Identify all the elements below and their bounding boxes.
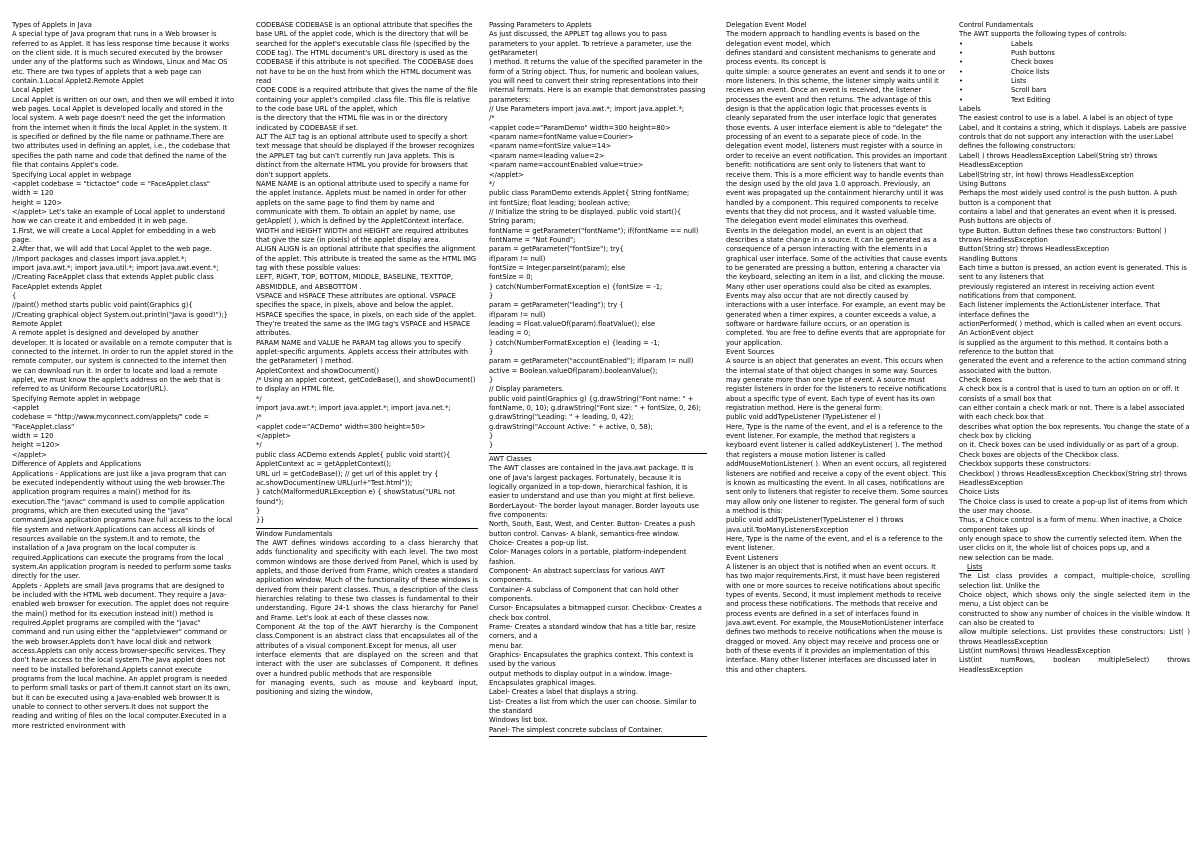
bullet-item	[959, 49, 1190, 58]
paragraph: }}	[256, 516, 265, 525]
paragraph: height =120>	[12, 441, 60, 450]
window-fundamentals-section	[256, 538, 481, 698]
paragraph: NAME NAME is an optional attribute used to specify a name for the applet instance. Applets must be named in order for other applets on the same page to find them by name and communicate with them. To obtain an applet by name, use getApplet( ), which is defined by the AppletContext interface.	[256, 179, 472, 226]
bullet-item	[959, 96, 1190, 105]
paragraph: public void addTypeListener (TypeListener el )	[726, 413, 881, 422]
code-line: <applet code="ParamDemo" width=300 height=80>	[489, 123, 671, 132]
code-line: <param name=accountEnabled value=true>	[489, 161, 644, 170]
code-line: if(param != null)	[489, 310, 546, 319]
code-line: </applet>	[489, 170, 524, 179]
paragraph: 2.After that, we will add that Local Applet to the web page.	[12, 245, 212, 254]
paragraph: constructed to show any number of choices in the visible window. It can also be created to	[959, 609, 1193, 627]
code-line: public class ParamDemo extends Applet{ String fontName;	[489, 189, 690, 198]
paragraph: Color- Manages colors in a portable, platform-independent fashion.	[489, 548, 689, 566]
paragraph: ac.showDocument(new URL(url+"Test.html"));	[256, 478, 413, 487]
code-line: } catch(NumberFormatException e) {fontSize = -1;	[489, 282, 663, 291]
code-line: param = getParameter("accountEnabled"); if(param != null)	[489, 357, 694, 366]
paragraph: The modern approach to handling events is based on the delegation event model, which	[726, 30, 922, 48]
code-line: } catch(NumberFormatException e) {leading = -1;	[489, 338, 660, 347]
paragraph: Label- Creates a label that displays a string.	[489, 688, 638, 697]
paragraph: type Button. Button defines these two constructors: Button( ) throws HeadlessException	[959, 226, 1169, 244]
bullet-marker: •	[959, 86, 963, 95]
code-line: }	[489, 432, 494, 441]
paragraph: Container- A subclass of Component that can hold other components.	[489, 585, 681, 603]
code-line: String param;	[489, 217, 536, 226]
paragraph: Graphics- Encapsulates the graphics context. This context is used by the various	[489, 651, 696, 669]
paragraph: Checkbox supports these constructors:	[959, 460, 1091, 469]
paragraph: previously registered an interest in receiving action event notifications from that component.	[959, 282, 1157, 300]
paragraph: Labels	[959, 105, 981, 114]
paragraph: Local Applet is written on our own, and then we will embed it into web pages. Local Applet is developed locally and stored in the local system. A web page doesn't need the get the information from the internet when it finds the local Applet in the system. It is specified or defined by the file name or pathname.There are two attributes used in defining an applet, i.e., the codebase that specifies the path name and code that defined the name of the file that contains Applet's code.	[12, 95, 237, 170]
paragraph: Component- An abstract superclass for various AWT components.	[489, 566, 668, 585]
paragraph: Frame- Creates a standard window that has a title bar, resize corners, and a	[489, 623, 698, 641]
paragraph: </applet> Let's take an example of Local applet to understand how we can create it and embedded it in web page.	[12, 207, 228, 226]
bullet-marker: •	[959, 39, 963, 48]
code-line: fontName = getParameter("fontName"); if(fontName == null)	[489, 226, 699, 235]
code-line: // Initialize the string to be displayed. public void start(){	[489, 207, 682, 216]
paragraph: List(int numRows) throws HeadlessException	[959, 647, 1111, 656]
paragraph: Checkbox( ) throws HeadlessException Checkbox(String str) throws HeadlessException	[959, 469, 1189, 487]
paragraph: Remote Applet	[12, 320, 63, 328]
column-delegation-event-model	[726, 21, 951, 843]
paragraph: Choice Lists	[959, 488, 1000, 497]
paragraph: Handling Buttons	[959, 254, 1018, 263]
code-line: fontSize = Integer.parseInt(param); else	[489, 263, 626, 272]
paragraph: new selection can be made.	[959, 553, 1054, 562]
paragraph: //paint() method starts public void paint(Graphics g){	[12, 301, 193, 310]
paragraph: 1.First, we will create a Local Applet for embedding in a web page.	[12, 226, 218, 244]
paragraph: Specifying Local applet in webpage	[12, 170, 132, 179]
paragraph: interface elements that are displayed on the screen and that interact with the user are subclasses of Component. It defines over a hundred public methods that are responsible	[256, 651, 481, 678]
passing-parameters-section	[489, 21, 707, 451]
bullet-item	[959, 77, 1190, 86]
paragraph: Label(String str, int how) throws HeadlessException	[959, 170, 1134, 179]
paragraph: </applet>	[12, 450, 47, 459]
paragraph: menu bar.	[489, 641, 524, 650]
code-line: g.drawString("Leading: " + leading, 0, 42);	[489, 413, 634, 422]
controls-bullet-list	[959, 40, 1190, 105]
paragraph: ALT The ALT tag is an optional attribute used to specify a short text message that should be displayed if the browser recognizes the APPLET tag but can't currently run Java applets. This is distinct from the alternate HTML you provide for browsers that don't support applets.	[256, 133, 477, 179]
bullet-marker: •	[959, 95, 963, 104]
paragraph: output methods to display output in a window. Image- Encapsulates graphical images.	[489, 669, 675, 688]
paragraph: /*	[256, 413, 262, 422]
code-line: Passing Parameters to Applets	[489, 21, 592, 29]
paragraph: contains a label and that generates an event when it is pressed.	[959, 207, 1177, 216]
paragraph: Button(String str) throws HeadlessException	[959, 245, 1110, 254]
paragraph: codebase = "http://www.myconnect.com/applets/" code = "FaceApplet.class"	[12, 413, 212, 431]
paragraph: Choice object, which shows only the single selected item in the menu, a List object can be	[959, 590, 1193, 609]
awt-classes-heading: AWT Classes	[489, 454, 532, 463]
paragraph: generated the event and a reference to the action command string associated with the button.	[959, 357, 1189, 375]
paragraph: WIDTH and HEIGHT WIDTH and HEIGHT are required attributes that give the size (in pixels) of the applet display area.	[256, 226, 471, 244]
code-line: fontName = "Not Found";	[489, 235, 576, 244]
bullet-label: Lists	[1011, 77, 1027, 86]
paragraph: BorderLayout- The border layout manager. Border layouts use five components:	[489, 501, 702, 519]
paragraph: CODE CODE is a required attribute that gives the name of the file containing your applet's compiled .class file. This file is relative to the code base URL of the applet, which	[256, 86, 480, 114]
paragraph: The easiest control to use is a label. A label is an object of type Label, and it contains a string, which it displays. Labels are passive controls that do not support any interaction with the user.Label defines the following constructors:	[959, 114, 1189, 151]
paragraph: Panel- The simplest concrete subclass of Container.	[489, 725, 663, 734]
code-line: ) method. It returns the value of the specified parameter in the form of a String object. Thus, for numeric and boolean values, you will need to convert their string representations into their internal formats. Here is an example that demonstrates passing parameters:	[489, 58, 708, 104]
code-line: active = Boolean.valueOf(param).booleanValue();	[489, 366, 658, 375]
bullet-label: Scroll bars	[1011, 86, 1047, 95]
code-line: }	[489, 376, 494, 385]
paragraph: Check Boxes	[959, 376, 1002, 385]
paragraph: */	[256, 441, 262, 450]
paragraph: ALIGN ALIGN is an optional attribute that specifies the alignment of the applet. This attribute is treated the same as the HTML IMG tag with these possible values:	[256, 245, 479, 272]
paragraph: public void addTypeListener(TypeListener el ) throws java.util.TooManyListenersException	[726, 516, 906, 534]
column-applet-attributes	[256, 21, 481, 843]
paragraph: List(int numRows, boolean multipleSelect) throws HeadlessException	[959, 656, 1193, 674]
code-line: // Display parameters.	[489, 385, 565, 394]
paragraph: Cursor- Encapsulates a bitmapped cursor. Checkbox- Creates a check box control.	[489, 604, 705, 622]
paragraph: List- Creates a list from which the user can choose. Similar to the standard	[489, 697, 699, 716]
paragraph: A listener is an object that is notified when an event occurs. It has two major requirements.First, it must have been registered with one or more sources to receive notifications about specific types of events. Second, it must implement methods to receive and process these notifications. The methods that receive and process events are defined in a set of interfaces found in java.awt.event. For example, the MouseMotionListener interface defines two methods to receive notifications when the mouse is dragged or moved. Any object may receive and process one or both of these events if it provides an implementation of this interface. Many other listener interfaces are discussed later in this and other chapters.	[726, 562, 946, 674]
paragraph: Here, Type is the name of the event, and el is a reference to the event listener.	[726, 534, 945, 553]
paragraph: import java.awt.*; import java.util.*; import java.awt.event.*;	[12, 263, 219, 272]
code-line: param = getParameter("leading"); try {	[489, 301, 624, 310]
code-line: leading = Float.valueOf(param).floatValue(); else	[489, 320, 656, 328]
column-passing-parameters	[489, 21, 707, 843]
paragraph: public class ACDemo extends Applet{ public void start(){	[256, 450, 451, 459]
paragraph: A check box is a control that is used to turn an option on or off. It consists of a small box that	[959, 385, 1182, 403]
column-control-fundamentals	[959, 21, 1193, 843]
paragraph: for managing events, such as mouse and keyboard input, positioning and sizing the window,	[256, 679, 481, 697]
bullet-item	[959, 86, 1190, 95]
paragraph: The AWT defines windows according to a class hierarchy that adds functionality and specificity with each level. The two most common windows are those derived from Panel, which is used by applets, and those derived from Frame, which creates a standard application window. Much of the functionality of these windows is derived from their parent classes. Thus, a description of the class hierarchies relating to these two classes is fundamental to their understanding. Figure 24-1 shows the class hierarchy for Panel and Frame. Let's look at each of these classes now.	[256, 538, 481, 622]
paragraph: Specifying Remote applet in webpage	[12, 394, 140, 403]
applet-attributes-section	[256, 21, 478, 526]
paragraph: import java.awt.*; import java.applet.*; import java.net.*;	[256, 404, 451, 413]
paragraph: describes what option the box represents. You change the state of a check box by clicking	[959, 422, 1192, 441]
paragraph: Applets - Applets are small Java programs that are designed to be included with the HTML web document. They require a Java- enabled web browser for execution. The applet does not require the main() method for its execution instead init() method is required.Applet programs are compiled with the "javac" command and run using either the "appletviewer" command or the web browser.Applets don't have local disk and network access.Applets can only access browser-specific services. They don't have access to the local system.The Java applet does not need to be installed beforehand.Applets cannot execute programs from the local machine. An applet program is needed to perform small tasks or part of them.It cannot start on its own, but it can be executed using a Java-enabled web browser.It is unable to connect to other servers.It does not support the reading and writing of files on the local computer.Executed in a more restricted environment with	[12, 581, 233, 730]
paragraph: CODEBASE CODEBASE is an optional attribute that specifies the base URL of the applet code, which is the directory that will be searched for the applet's executable class file (specified by the CODE tag). The HTML document's URL directory is used as the CODEBASE if this attribute is not specified. The CODEBASE does not have to be on the host from which the HTML document was read	[256, 21, 476, 86]
paragraph: } catch(MalformedURLException e) { showStatus("URL not found");	[256, 488, 458, 506]
paragraph: Types of Applets in Java	[12, 21, 92, 29]
paragraph: allow multiple selections. List provides these constructors: List( ) throws HeadlessException	[959, 628, 1193, 646]
paragraph: }	[256, 506, 261, 515]
paragraph: North, South, East, West, and Center. Button- Creates a push button control. Canvas- A blank, semantics-free window.	[489, 520, 698, 538]
paragraph: VSPACE and HSPACE These attributes are optional. VSPACE specifies the space, in pixels, above and below the applet. HSPACE specifies the space, in pixels, on each side of the applet. They're treated the same as the IMG tag's VSPACE and HSPACE attributes.	[256, 291, 479, 338]
code-line: }	[489, 441, 494, 450]
bullet-label: Choice lists	[1011, 67, 1050, 76]
code-line: */	[489, 179, 495, 188]
code-line: fontSize = 0;	[489, 273, 533, 282]
paragraph: {	[12, 291, 17, 300]
paragraph: defines standard and consistent mechanisms to generate and process events. Its concept is	[726, 49, 938, 67]
bullet-marker: •	[959, 49, 963, 58]
paragraph: width = 120	[12, 432, 54, 441]
paragraph: Events In the delegation model, an event is an object that describes a state change in a source. It can be generated as a consequence of a person interacting with the elements in a graphical user interface. Some of the activities that cause events to be generated are pressing a button, entering a character via the keyboard, selecting an item in a list, and clicking the mouse. Many other user operations could also be cited as examples. Events may also occur that are not directly caused by interactions with a user interface. For example, an event may be generated when a timer expires, a counter exceeds a value, a software or hardware failure occurs, or an operation is completed. You are free to define events that are appropriate for your application.	[726, 226, 950, 347]
lists-section	[959, 572, 1193, 675]
paragraph: quite simple: a source generates an event and sends it to one or more listeners. In this scheme, the listener simply waits until it receives an event. Once an event is received, the listener processes the event and then returns. The advantage of this design is that the application logic that processes events is cleanly separated from the user interface logic that generates those events. A user interface element is able to "delegate" the processing of an event to a separate piece of code. In the delegation event model, listeners must register with a source in order to receive an event notification. This provides an important benefit: notifications are sent only to listeners that want to receive them. This is a more efficient way to handle events than the design used by the old Java 1.0 approach. Previously, an event was propagated up the containment hierarchy until it was handled by a component. This required components to receive events that they did not process, and it wasted valuable time. The delegation event model eliminates this overhead.	[726, 67, 950, 226]
paragraph: Applications - Applications are just like a Java program that can be executed independently without using the web browser.The application program requires a main() method for its execution.The "javac" command is used to compile application programs, which are then executed using the "java" command.Java application programs have full access to the local file system and network.Applications can access all kinds of resources available on the system.It and to remote, the installation of a Java program on the local computer is required.Applications can execute the programs from the local system.An application program is needed to perform some tasks directly for the user.	[12, 469, 235, 581]
paragraph: PARAM NAME and VALUE he PARAM tag allows you to specify applet-specific arguments. Applets access their attributes with the getParameter( ) method.	[256, 338, 471, 366]
paragraph: Push buttons are objects of	[959, 217, 1052, 226]
paragraph: Component At the top of the AWT hierarchy is the Component class.Component is an abstract class that encapsulates all of the attributes of a visual component.Except for menus, all user	[256, 623, 481, 650]
control-fundamentals-section	[959, 105, 1190, 563]
paragraph: only enough space to show the currently selected item. When the user clicks on it, the whole list of choices pops up, and a	[959, 534, 1184, 553]
section-divider	[489, 736, 707, 737]
code-line: public void paint(Graphics g) {g.drawString("Font name: " + fontName, 0, 10); g.drawString("Font size: " + fontSize, 0, 26);	[489, 394, 701, 413]
paragraph: //Import packages and classes import java.applet.*;	[12, 254, 187, 263]
code-line: <param name=leading value=2>	[489, 151, 605, 160]
paragraph: Here, Type is the name of the event, and el is a reference to the event listener. For example, the method that registers a keyboard event listener is called addKeyListener( ). The method that registers a mouse motion listener is called addMouseMotionListener( ). When an event occurs, all registered listeners are notified and receive a copy of the event object. This is known as multicasting the event. In all cases, notifications are sent only to listeners that register to receive them. Some sources may allow only one listener to register. The general form of such a method is this:	[726, 422, 951, 515]
paragraph: Each listener implements the ActionListener interface. That interface defines the	[959, 301, 1163, 319]
paragraph: Check boxes are objects of the Checkbox class.	[959, 450, 1120, 459]
paragraph: Each time a button is pressed, an action event is generated. This is sent to any listeners that	[959, 263, 1190, 282]
code-line: // Use Parameters import java.awt.*; import java.applet.*;	[489, 105, 685, 114]
paragraph: A source is an object that generates an event. This occurs when the internal state of that object changes in some way. Sources may generate more than one type of event. A source must register listeners in order for the listeners to receive notifications about a specific type of event. Each type of event has its own registration method. Here is the general form:	[726, 357, 949, 413]
paragraph: Delegation Event Model	[726, 21, 807, 29]
bullet-label: Push buttons	[1011, 49, 1055, 58]
paragraph: Event Sources	[726, 348, 775, 357]
window-fundamentals-heading: Window Fundamentals	[256, 529, 333, 538]
code-line: if(param != null)	[489, 254, 546, 263]
paragraph: is the directory that the HTML file was in or the directory indicated by CODEBASE if set.	[256, 114, 450, 132]
section-divider	[489, 453, 707, 454]
paragraph: Using Buttons	[959, 179, 1007, 188]
bullet-item	[959, 40, 1190, 49]
paragraph: AppletContext and showDocument()	[256, 366, 379, 375]
paragraph: height = 120>	[12, 198, 63, 207]
column-applet-types	[12, 21, 237, 843]
paragraph: <applet codebase = "tictactoe" code = "FaceApplet.class"	[12, 179, 210, 188]
code-line: param = getParameter("fontSize"); try{	[489, 245, 624, 254]
code-line: As just discussed, the APPLET tag allows you to pass parameters to your applet. To retrieve a parameter, use the getParameter(	[489, 30, 694, 58]
paragraph: <applet	[12, 404, 40, 413]
paragraph: Label( ) throws HeadlessException Label(String str) throws HeadlessException	[959, 151, 1160, 170]
code-line: <param name=fontSize value=14>	[489, 142, 612, 151]
paragraph: The List class provides a compact, multiple-choice, scrolling selection list. Unlike the	[959, 572, 1193, 590]
paragraph: width = 120	[12, 189, 54, 198]
paragraph: Perhaps the most widely used control is the push button. A push button is a component that	[959, 189, 1180, 207]
lists-heading: Lists	[967, 562, 983, 571]
paragraph: <applet code="ACDemo" width=300 height=50>	[256, 422, 426, 431]
paragraph: Windows list box.	[489, 716, 548, 725]
paragraph: on it. Check boxes can be used individually or as part of a group.	[959, 441, 1179, 450]
paragraph: Thus, a Choice control is a form of menu. When inactive, a Choice component takes up	[959, 516, 1185, 534]
paragraph: LEFT, RIGHT, TOP, BOTTOM, MIDDLE, BASELINE, TEXTTOP, ABSMIDDLE, and ABSBOTTOM .	[256, 273, 456, 291]
bullet-item	[959, 68, 1190, 77]
code-line: }	[489, 348, 494, 357]
code-line: leading = 0;	[489, 329, 531, 338]
paragraph: The AWT classes are contained in the java.awt package. It is one of Java's largest packages. Fortunately, because it is logically organized in a top-down, hierarchical fashion, it is easier to understand and use than you might at first believe.	[489, 464, 696, 501]
code-line: /*	[489, 114, 495, 123]
paragraph: The Choice class is used to create a pop-up list of items from which the user may choose.	[959, 497, 1190, 515]
paragraph: Choice- Creates a pop-up list.	[489, 538, 589, 547]
paragraph: </applet>	[256, 432, 291, 441]
paragraph: Event Listeners	[726, 553, 779, 562]
bullet-item	[959, 58, 1190, 67]
control-fundamentals-heading: Control Fundamentals	[959, 21, 1034, 29]
bullet-marker: •	[959, 58, 963, 67]
section-divider	[256, 528, 478, 529]
paragraph: Local Applet	[12, 86, 54, 95]
paragraph: //Creating graphical object System.out.println("Java is good!");}	[12, 310, 228, 319]
paragraph: A remote applet is designed and developed by another developer. It is located or available on a remote computer that is connected to the internet. In order to run the applet stored in the remote computer, our system is connected to the internet then we can download run it. In order to locate and load a remote applet, we must know the applet's address on the web that is referred to as Uniform Recourse Locator(URL).	[12, 329, 236, 394]
paragraph: */	[256, 394, 262, 403]
paragraph: AppletContext ac = getAppletContext();	[256, 460, 392, 469]
paragraph: can either contain a check mark or not. There is a label associated with each check box that	[959, 404, 1187, 422]
awt-classes-section	[489, 464, 707, 735]
paragraph: //Creating FaceApplet class that extends Applet public class FaceApplet extends Applet	[12, 273, 216, 291]
bullet-marker: •	[959, 77, 963, 86]
code-line: g.drawString("Account Active: " + active, 0, 58);	[489, 422, 653, 431]
paragraph: URL url = getCodeBase(); // get url of this applet try {	[256, 469, 439, 478]
code-line: }	[489, 291, 494, 300]
bullet-label: Check boxes	[1011, 58, 1054, 67]
bullet-label: Labels	[1011, 39, 1033, 48]
paragraph: is supplied as the argument to this method. It contains both a reference to the button that	[959, 338, 1171, 357]
bullet-marker: •	[959, 67, 963, 76]
paragraph: Difference of Applets and Applications	[12, 460, 142, 469]
paragraph: A special type of Java program that runs in a Web browser is referred to as Applet. It has less response time because it works on the client side. It is much secured executed by the browser under any of the platforms such as Windows, Linux and Mac OS etc. There are two types of applets that a web page can contain.1.Local Applet2.Remote Applet	[12, 30, 232, 86]
control-fundamentals-intro: The AWT supports the following types of controls:	[959, 30, 1127, 39]
paragraph: actionPerformed( ) method, which is called when an event occurs. An ActionEvent object	[959, 320, 1185, 338]
code-line: <param name=fontName value=Courier>	[489, 133, 634, 142]
paragraph: /* Using an applet context, getCodeBase(), and showDocument() to display an HTML file.	[256, 376, 478, 394]
code-line: int fontSize; float leading; boolean active;	[489, 198, 631, 207]
bullet-label: Text Editing	[1011, 95, 1051, 104]
